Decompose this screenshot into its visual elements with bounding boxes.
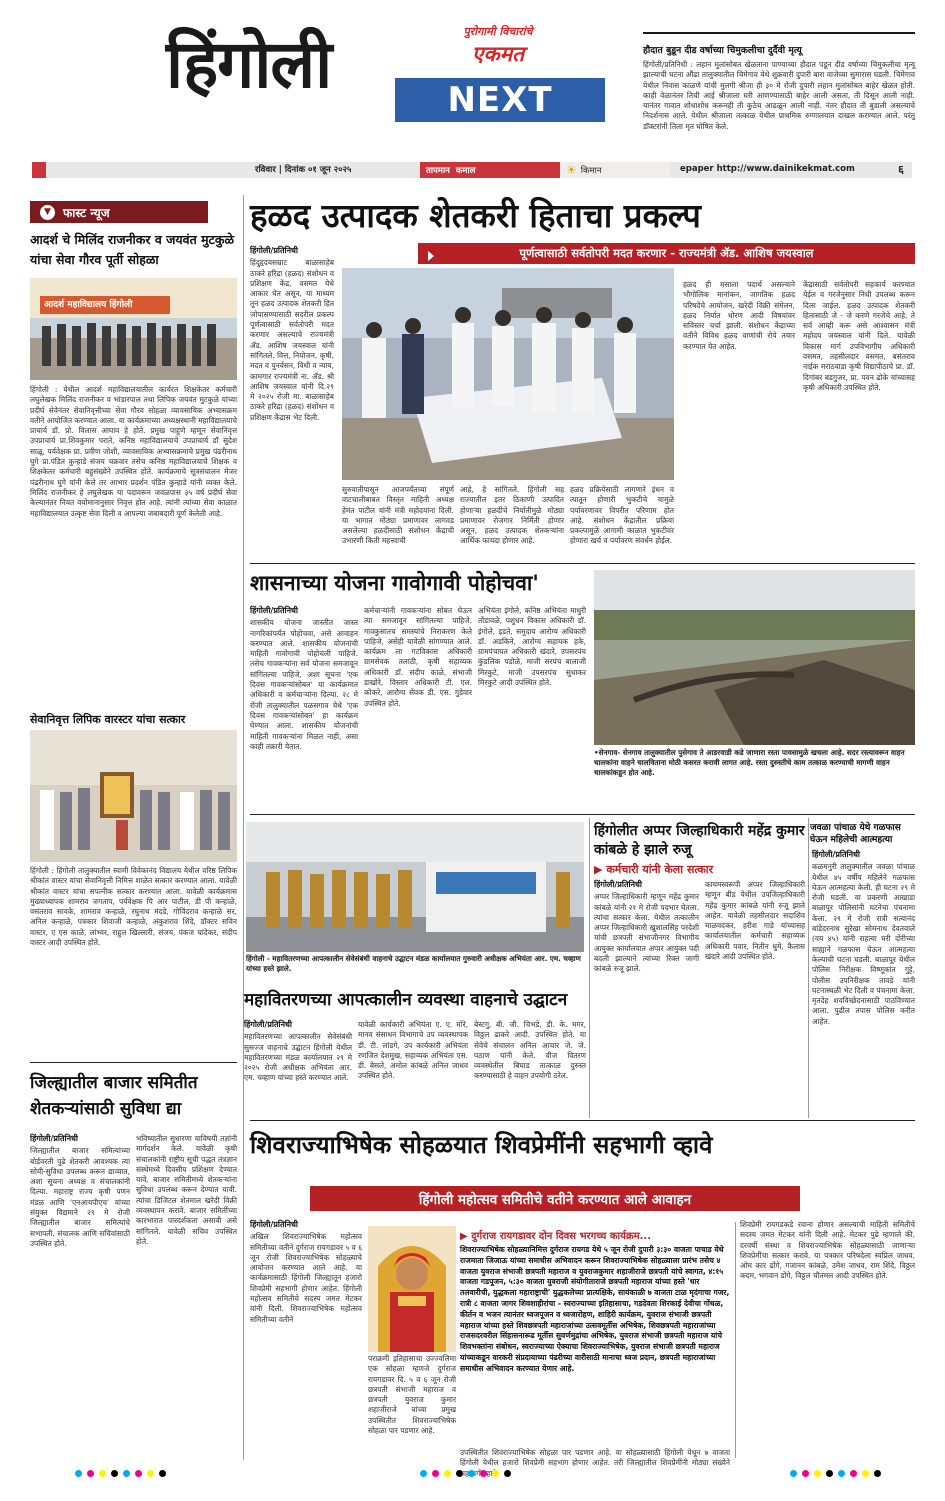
color-registration-left [75, 1470, 166, 1477]
kamble-headline: हिंगोलीत अप्पर जिल्हाधिकारी महेंद्र कुमार कांबळे हे झाले रुजू [594, 823, 805, 858]
bazar-byline: हिंगोली/प्रतिनिधी [30, 1134, 79, 1143]
cyan-dot [790, 1470, 797, 1477]
page-number: ६ [898, 163, 904, 176]
divider [643, 32, 915, 34]
shiv-subheadline: हिंगोली महोत्सव समितीचे वतीने करण्यात आले आवाहन [310, 1186, 800, 1211]
zp-headline: जवळा पांचाळ येथे गळफास घेऊन महिलेची आत्महत्या [810, 823, 901, 845]
shiv-col4: शिवप्रेमी रायगडकडे रवाना होणार असल्याची माहिती समितीचे सदस्य जमत मेटकर यांनी दिली आहे. मेटकर पुढे म्हणाले की, दरवर्षी संस्था व शिवराज्याभिषेक सोहळ्यासाठी जाणाऱ्या शिवप्रेमींचा सत्कार करावे. या पत्रकार परिषदेला स्वप्निल जाधव, ओम कार ढोंगे, गजानन कांबळे, उमेश जाधव, राम शिंदे, विठ्ठल कदम, भगवान डोंगे, विठ्ठल चौतमल आदी उपस्थित होते. [740, 1220, 915, 1281]
kamble-subheadline [594, 862, 809, 877]
main-col3: आहे, हे सांगितले. हिंगोली सह राज्यातील इतर ठिकाणी उत्पादित होणाऱ्या हळदीचे निर्यातीमुळे मोठ्या प्रमाणावर रोजगार निर्मिती होणार असून, हळद उत्पादक शेतकऱ्यांना आर्थिक फायदा होणार आहे. [460, 485, 564, 546]
mahavitaran-col1-text: महावितरणच्या आपत्कालीन सेवेसंबंधी सुसज्ज वाहनाचे उद्घाटन हिंगोली येथील महावितरणच्या मंडळ कार्यालयात २९ मे २०२५ रोजी अधीक्षक अभियंता आर. एम. चव्हाण यांच्या हस्ते करण्यात आले. [244, 1032, 352, 1083]
divider [250, 814, 915, 815]
durgaraj-box: शिवराज्याभिषेक सोहळ्यानिमित्त दुर्गराज रायगड येथे ५ जून रोजी दुपारी ३:३० वाजता पाचाड येथे राजमाता जिजाऊ यांच्या समाधीस अभिवादन करून शिवराज्याभिषेक सोहळ्याला प्रारंभ तसेच ४ वाजता युवराज संभाजी छत्रपती महाराज व युवराजकुमार शहाजीराजे छत्रपती यांचे स्वागत, ४:१५ वाजता गडपूजन, ५:३० वाजता युवराजी संयोगीताराजे छत्रपती महाराज यांच्या हस्ते 'धार तलवारीची, युद्धकला महाराष्ट्राची' युद्धकलेच्या प्रात्यक्षिके, सायंकाळी ७ वाजता टाळ मृदंगाचा गजर, रात्री ८ वाजता जागर शिवशाहीरांचा - स्वराज्याच्या इतिहासाचा, गडदेवता शिरकाई देवीचा गोंधळ, कीर्तन व भजन त्यानंतर ध्वजपूजन व ध्वजारोहण, शाहिरी कार्यक्रम, युवराज संभाजी छत्रपती महाराज यांच्या हस्ते शिवछत्रपती महाराजांच्या उत्सवमूर्तीस अभिषेक, शिवछत्रपती महाराजांच्या राजसदरवरील सिंहासनारूढ मूर्तीस सुवर्णमुद्रांचा अभिषेक, युवराज संभाजी छत्रपती महाराज यांचे शिवभक्तांना संबोधन, स्वराज्याच्या ऐक्याचा शिवराज्याभिषेक, युवराज संभाजी छत्रपती महाराज यांच्याकडून वारकरी संप्रदायाच्या पंढरीच्या वारीसाठी मानाचा ध्वज प्रदान, छत्रपती महाराजांच्या समाधीस अभिवादन करण्यात येणार आहे. [460, 1245, 730, 1373]
brand-next-logo: NEXT [395, 78, 605, 122]
yellow-dot [814, 1470, 821, 1477]
durgaraj-headline-text: दुर्गराज रायगडावर दोन दिवस भरगच्च कार्यक्रम... [471, 1231, 652, 1242]
main-subheadline: पूर्णत्वासाठी सर्वतोपरी मदत करणार - राज्यमंत्री ॲड. आशिष जयस्वाल [418, 243, 915, 264]
mahavitaran-headline: महावितरणच्या आपत्कालीन व्यवस्था वाहनाचे उद्घाटन [244, 990, 568, 1010]
black-dot [874, 1470, 881, 1477]
main-col6: केंद्रासाठी सर्वतोपरी सहकार्य करण्यात येईल व गरजेनुसार निधी उपलब्ध करून दिला जाईल. हळद उत्पादक शेतकरी हितासाठी जे - जे करणे गरजेचे आहे, ते सर्व आम्ही करू असे आश्वासन मंत्री महोदय जयस्वाल यांनी दिले. यावेळी विकास मार्ग उपविभागीय अधिकारी वसमत, तहसीलदार वसमत, बसंतराव नाईक मराठवाडा कृषी विद्यापीठाचे प्रा. डॉ. दिगांबर बडगुजर, प्रा. पवन ढोके यांच्यासह कृषी अधिकारी उपस्थित होते. [803, 280, 915, 392]
yojana-col1-text: शासकीय योजना जास्तीत जास्त नागरिकांपर्यंत पोहोचवा, असे आवाहन करण्यात आले. शासकीय योजनांची माहिती गावोगावी पोहोचली पाहिजे. तसेच गावकऱ्यांना सर्व योजना समजावून सांगितल्या पाहिजे, अशा सूचना 'एक दिवस गावकऱ्यांसोबत' या कार्यक्रमात अधिकारी व कर्मचाऱ्यांना दिल्या. २८ मे रोजी तालुक्यातील पळसगाव येथे 'एक दिवस गावकऱ्यांसोबत' हा कार्यक्रम घेण्यात आला. शासकीय योजनांची माहिती गावकऱ्यांना मिळत नाही, असा काही तक्रारी येतात. [250, 618, 358, 751]
arrow-icon [428, 251, 434, 261]
yojana-byline: हिंगोली/प्रतिनिधी [250, 606, 299, 615]
divider [30, 1062, 237, 1063]
yojana-col1 [250, 606, 358, 811]
mahavitaran-col1 [244, 1020, 352, 1115]
epaper-url[interactable]: epaper http://www.dainikekmat.com [680, 164, 855, 174]
divider [589, 818, 590, 1118]
zp-body [812, 850, 915, 1115]
kamble-col1 [594, 880, 699, 1115]
max-label: कमाल [455, 165, 476, 176]
date-line: रविवार | दिनांक ०१ जून २०२५ [255, 165, 352, 175]
main-col5: हळद ही मसाला पदार्थ असल्याने भौगोलिक मानांकन, जागतिक हळद परिषदेचे आयोजन, खरेदी विक्री संमेलन, हळद निर्यात धोरण आदी विषयांवर सविस्तर चर्चा झाली. संशोधन केंद्राच्या वतीने विविध हळद वाणांची रोपे तयार करण्यात येत आहेत. [683, 280, 795, 351]
yellow-dot [444, 1470, 451, 1477]
black-dot [826, 1470, 833, 1477]
top-right-body: हिंगोली/प्रतिनिधी : लहान मुलांसोबत खेळताना पाण्याच्या हौदात पडून दीड वर्षाच्या चिमुकलीचा मृत्यू झाल्याची घटना औंढा तालुक्यातील चिमेगाव येथे शुक्रवारी दुपारी बारा वाजेच्या सुमारास घडली. चिमेगाव येथील निवास काळणे यांची मुलगी श्रीजा ही ३० मे रोजी दुपारी लहान मुलांसोबत बाहेर खेळत होती. काही वेळानंतर तिची आई श्रीजाला घरी आणण्यासाठी बाहेर आली असता, ती दिसून आली नाही. यानंतर गावात शोधाशोध करूनही ती कुठेच आढळून आली नाही. नंतर हौदात ती बुडाली असल्याचे निदर्शनास आले. येथील श्रीजाला तत्काळ येथील प्राथमिक रुग्णालयात दाखल करण्यात आले. परंतु डॉक्टरांनी तिला मृत घोषित केले. [643, 60, 915, 131]
mahavitaran-col2: यावेळी कार्यकारी अभियंता ए. ए. मोरे, मानव संसाधन विभागाचे उप व्यवस्थापक डी. टी. लांडगे, उप कार्यकारी अभियंता रणजित देशमुख, सहाय्यक अभियंता एस. डी. बेसले, अमोल कांबळे अनिल जाधव उपस्थित होते. [358, 1020, 468, 1081]
black-dot [504, 1470, 511, 1477]
magenta-dot [135, 1470, 142, 1477]
mahavitaran-byline: हिंगोली/प्रतिनिधी [244, 1020, 293, 1029]
shiv-byline: हिंगोली/प्रतिनिधी [250, 1220, 299, 1229]
yojana-col2: कर्मचाऱ्यांनी गावकऱ्यांना सोबत घेऊन त्या समजावून सांगितल्या पाहिजे. गावकुसातच समस्यांचे निराकरण केले पाहिजे, असेही यावेळी सांगण्यात आले. कार्यक्रम ला गटविकास अधिकारी ग्रामसेवक तलाठी, कृषी सहाय्यक अधिकारी डॉ. संदीप काळे, संभाजी डाखोरे, विस्तार अधिकारी टी. एल. कोकरे, आरोग्य सेवक डी. एस. गुडेवार उपस्थित होते. [364, 606, 472, 708]
yellow-dot [492, 1470, 499, 1477]
road-photo [594, 570, 915, 745]
main-col4: हळद प्रक्रियेसाठी लागणारे इंधन व त्यातून होणारी भुकटीचे यामुळे पर्यावरणावर विपरीत परिणाम होत आहे. संशोधन केंद्रातील प्रक्रिया प्रकल्पामुळे आगामी काळात भुकटीवर होणारा खर्च व पर्यावरण संवर्धन होईल. [570, 485, 674, 546]
magenta-dot [87, 1470, 94, 1477]
cyan-dot [75, 1470, 82, 1477]
yojana-col3: अभियंता इंगोले, कनिष्ठ अभियंता माधुरी तोंडावळे, पशुधन विकास अधिकारी डॉ. इंगोले, इडते, समुदाय आरोग्य अधिकारी डॉ. अडकिने, आरोग्य सहायक हके, ग्रामपंचायत अधिकारी खंदारे, उपसरपंच कुंडलिक पडोळे, माजी सरपंच बालाजी मिरकुटे, माजी उपसरपंच सुधाकर मिरकुटे आदी उपस्थित होते. [478, 606, 586, 688]
divider [735, 1222, 736, 1458]
mahavitaran-col3: बेस्टगु, बी. जी. चिभडे, डी. के. मगर, विठ्ठल ढाकरे आदी. उपस्थित होते. या सेवेचे संचालन अनिल आचार जे. जे. पठाण यांनी केले. वीज वितरण व्यवस्थेतील बिघाड तात्काळ दुरुस्त करण्यासाठी हे वाहन उपयोगी ठरेल. [474, 1020, 586, 1081]
kamble-subheadline-text: कर्मचारी यांनी केला सत्कार [606, 863, 714, 876]
sun-icon: ☀ [566, 163, 577, 177]
cyan-dot [838, 1470, 845, 1477]
main-photo [342, 268, 674, 480]
top-right-headline: हौदात बुडून दीड वर्षाच्या चिमुकलीचा दुर्दैवी मृत्यू [643, 45, 802, 56]
main-col1 [250, 246, 334, 480]
min-temp-box [560, 162, 670, 178]
divider [808, 818, 809, 1118]
strip-accent [32, 162, 46, 178]
kamble-col2: कायमस्वरूपी अप्पर जिल्हाधिकारी म्हणून बीड येथील उपजिल्हाधिकारी महेंद्र कुमार कांबळे यांनी रुजू झाले आहेत. यावेळी तहसीलदार सदाशिव माळवदकर, हरीश गाडे यांच्यासह कार्यालयातील कर्मचारी सहाय्यक अधिकारी पवार, नितीन धुमे, कैलास खंदारे आदी उपस्थित होते. [705, 880, 805, 962]
magenta-dot [802, 1470, 809, 1477]
magenta-dot [850, 1470, 857, 1477]
magenta-dot [480, 1470, 487, 1477]
shiv-col2: पराक्रमी इतिहासाचा उज्ज्वलिमा एक सोहळा म्हणजे दुर्गराज रायगडावर दि. ५ व ६ जून रोजी छत्रपती संभाजी महाराज व छत्रपती युवराज कुमार शहाजीराजे यांच्या प्रमुख उपस्थितीत शिवराज्याभिषेक सोहळा पार पडणार आहे. [368, 1354, 456, 1436]
kamble-byline: हिंगोली/प्रतिनिधी [594, 880, 643, 889]
shiv-col3: उपस्थितीत शिवराज्याभिषेक सोहळा पार पडणार आहे. या सोहळ्यासाठी हिंगोली येथून ७ वाजता हिंगोली येथील हजारो शिवप्रेमी सहभाग होणार आहेत. तरी जिल्ह्यातील शिवप्रेमींनी मोठ्या संख्येने [460, 1448, 730, 1468]
cyan-dot [420, 1470, 427, 1477]
yellow-dot [99, 1470, 106, 1477]
zp-byline: हिंगोली/प्रतिनिधी [812, 850, 861, 859]
arrow-icon: ▶ [594, 863, 603, 876]
yojana-headline: शासनाच्या योजना गावोगावी पोहोचवा' [250, 571, 539, 595]
photo-sign: आदर्श महाविद्यालय हिंगोली [44, 300, 133, 310]
black-dot [456, 1470, 463, 1477]
story2-photo [30, 730, 237, 862]
main-byline: हिंगोली/प्रतिनिधी [250, 246, 299, 255]
fast-news-label: फास्ट न्यूज [63, 205, 110, 220]
divider [250, 1120, 915, 1121]
shiv-col1-text: अखिल शिवराज्याभिषेक महोत्सव समितीच्या वतीने दुर्गराज रायगडावर ५ व ६ जून रोजी शिवराज्याभिषेक सोहळ्याचे आयोजन करण्यात आले आहे. या कार्यक्रमासाठी हिंगोली जिल्ह्यातून हजारो शिवप्रेमी सहभागी होणार आहेत. हिंगोली महोत्सव समितीचे सदस्य जमत मेटकर यांनी दिली. शिवराज्याभिषेक महोत्सव समितीच्या वतीने [250, 1232, 362, 1324]
story2-headline: सेवानिवृत्त लिपिक वारस्टर यांचा सत्कार [30, 713, 186, 726]
mahavitaran-photo [246, 822, 584, 952]
arrow-icon: ▶ [460, 1231, 468, 1242]
color-registration-right [790, 1470, 881, 1477]
story1-photo [30, 278, 237, 380]
chevron-down-icon: ▼ [40, 205, 55, 220]
brand-name: एकमत [471, 42, 525, 66]
black-dot [111, 1470, 118, 1477]
color-registration-center [420, 1470, 511, 1477]
shivaji-portrait [368, 1226, 456, 1352]
bazar-col2: भविष्यातील सुधारणा याविषयी तज्ञांनी मार्गदर्शन केले. यावेळी कृषी संचालकांनी राष्ट्रीय सूची पद्धत तंत्रज्ञान संस्थेमध्ये दिवसीय प्रशिक्षण देण्यात यावे, बाजार समितीमध्ये शेतकऱ्यांना सुविधा उपलब्ध करून देण्यात यावी. त्यांचा डिजिटल शेतमाल खरेदी विक्री व्यवस्थापन करावे. बाजार समितींच्या कारभारात पारदर्शकता असावी असे सांगितले. यावेळी सचिव उपस्थित होते. [136, 1134, 237, 1246]
shiv-headline: शिवराज्याभिषेक सोहळयात शिवप्रेमींनी सहभागी व्हावे [250, 1131, 713, 1159]
min-label: किमान [580, 165, 602, 176]
main-col2: सुरुवातीपासून आजपर्यंतच्या संपूर्ण वाटचालीबाबत विस्तृत माहिती अध्यक्ष हेमंत पाटील यांनी मंत्री महोदयांना दिली. या भागात मोठ्या प्रमाणावर लागवड असलेल्या हळदीसाठी संशोधन केंद्राची उभारणी किती महत्त्वाची [342, 485, 454, 546]
main-headline: हळद उत्पादक शेतकरी हिताचा प्रकल्प [250, 196, 701, 235]
temperature-label: तापमान [426, 165, 450, 176]
story2-body: हिंगोली : हिंगोली तालुक्यातील स्वामी विवेकानंद विद्यालय येथील वरिष्ठ लिपिक श्रीकांत वास्टर यांचा सेवानिवृत्ती निमित्त शाळेत सत्कार करण्यात आला. यावेळी श्रीकांत वास्टर यांचा सपत्नीक सत्कार करण्यात आला. यावेळी कार्यक्रमास मुख्याध्यापक शामराव जगताप, पर्यवेक्षक पि आर पाटील, डी पी कन्हाळे, वसंतराव सावके, शामराव कन्हाळे, रघुनाथ मंदडे, गोविंदराव कन्हाळे सर, अनिल कन्हाळे, पत्रकार शिवाजी कन्हाळे, अंकुशराव शिंदे, डॉक्टर सविन वास्टर, ए एस काळे, लांभ्यर, राहुल खिल्लारी, संजय, पंकज चांदेकर, संदीप वास्टर आदी उपस्थित होते. [30, 866, 237, 948]
yellow-dot [862, 1470, 869, 1477]
zp-body-text: कळमनुरी तालुक्यातील जवळा पांचाळ येथील ४५ वर्षीय महिलेने गळफास घेऊन आत्महत्या केली. ही घटना २९ मे रोजी घडली. या प्रकरणी आखाडा बाळापूर पोलिसांनी घटनेचा पंचनामा केला. २९ मे रोजी रात्री सत्यानंद बांडेदरनाथ सुरेखा सोमनाथ देवतवाले (वय ४५) यांनी राहत्या घरी दोरीच्या साह्याने गळफास घेऊन आत्महत्या केल्याची घटना घडली. बाळापूर येथील पोलिस निरीक्षक विष्णूकांत गुट्टे, पोलीस उपनिरीक्षक तावडे यांनी घटनास्थळी भेट दिली व पंचनामा केला. मृतदेह शवविच्छेदनासाठी पाठविण्यात आला. पुढील तपास पोलिस करीत आहेत. [812, 862, 915, 1026]
main-col1-text: हिंदुहृदयसम्राट बाळासाहेब ठाकरे हरिद्रा (हळद) संशोधन व प्रशिक्षण केंद्र, वसमत येथे आकार घेत असून, या माध्यम तून हळद उत्पादक शेतकरी हित जोपासण्यासाठी सदरील प्रकल्प पूर्णत्वासाठी सर्वतोपरी मदत करणार असल्याचे राज्यमंत्री ॲड. आशिष जयस्वाल यांनी सांगितले. वित्त, नियोजन, कृषी, मदत व पुनर्वसन, विधी व न्याय, कामगार राज्यमंत्री ना. ॲड. श्री आशिष जयस्वाल यांनी दि.२९ मे २०२५ रोजी मा. बाळासाहेब ठाकरे हरिद्रा (हळद) संशोधन व प्रशिक्षण केंद्रास भेट दिली. [250, 258, 334, 422]
road-photo-caption: •सेनगाव- सेनगाव तालुक्यातील पुसेगाव ते आडरवाडी कडे जाणारा रस्ता पावसामुळे खचला आहे. सदर रस्त्यावरून वाहन चालकांना वाहने चालविताना मोठी कसरत करावी लागत आहे. रस्ता दुरुस्तीचे काम तत्काळ करण्याची मागणी वाहन चालकांकडून होत आहे. [594, 748, 905, 777]
masthead-title: हिंगोली [166, 26, 332, 103]
black-dot [159, 1470, 166, 1477]
brand-tagline: पुरोगामी विचारांचे [463, 25, 533, 38]
bazar-headline: जिल्ह्यातील बाजार समितीत शेतकऱ्यांसाठी सुविधा द्या [30, 1073, 198, 1119]
shiv-col1 [250, 1220, 362, 1456]
mahavitaran-caption: हिंगोली - महावितरणच्या आपत्कालीन सेवेसंबंधी वाहनाचे उद्घाटन मंडळ कार्यालयात गुरुवारी अधीक्षक अभियंता आर. एम. चव्हाण यांच्या हस्ते झाले. [246, 954, 581, 973]
magenta-dot [432, 1470, 439, 1477]
kamble-col1-text: अप्पर जिल्हाधिकारी म्हणून महेंद्र कुमार कांबळे यांनी २१ मे रोजी पदभार घेतला. त्यांचा सत्कार केला. येथील तत्कालीन अप्पर जिल्हाधिकारी खुशालसिंह परदेशी यांची छत्रपती संभाजीनगर विभागीय आयुक्त कार्यालयात अप्पर आयुक्त पदी बदली झाल्याने त्यांच्या रिक्त जागी कांबळे रुजू झाले. [594, 892, 699, 974]
story1-headline: आदर्श चे मिलिंद राजनीकर व जयवंत मुटकुळे यांचा सेवा गौरव पूर्ती सोहळा [30, 232, 234, 267]
divider [243, 195, 244, 1460]
bazar-col1 [30, 1134, 130, 1456]
divider [250, 563, 915, 564]
yellow-dot [147, 1470, 154, 1477]
temperature-box [420, 162, 560, 178]
durgaraj-headline [460, 1228, 730, 1242]
story1-body: हिंगोली : येथील आदर्श महाविद्यालयातील कार्यरत शिक्षकेतर कर्मचारी लघुलेखक मिलिंद राजनीकर व भांडारपाल तथा लिपिक जयवंत मुटकुळे यांच्या प्रदीर्घ सेवेनंतर सेवानिवृत्तीच्या सेवा गौरव सोहळा व्यावसायिक अभ्यासक्रम वतीने आयोजित करण्यात आला. या कार्यक्रमाच्या अध्यक्षस्थानी महाविद्यालयाचे प्राचार्य डॉ. प्रो. विलास आघाव हे होते. प्रमुख पाहुणे म्हणून सेवानिवृत्त उपप्राचार्य प्रा.शिवकुमार पराते, कनिष्ठ महाविद्यालयाचे उपप्राचार्य डॉ सुदेश साळू, पर्यवेक्षक प्रा. प्रवीण जोशी, व्यावसायिक अभ्यासक्रमाचे प्रमुख पंढरीनाथ घुगे प्रा.पंडित कुन्हाडे संजय चक्रवार तसेच कनिष्ठ महाविद्यालयाचे शिक्षक व शिक्षकेतर कर्मचारी बहुसंख्येने उपस्थित होते. कार्यक्रमाचे सूत्रसंचालन मेजर पंढरीनाथ घुगे यांनी केले तर आभार प्रदर्शन पंडित कुन्हाडे यांनी व्यक्त केले. मिलिंद राजनीकर हे लघुलेखक या पदावरून जवळपास ३५ वर्ष प्रदीर्घ सेवा केल्यानंतर नियत वयोमानानुसार निवृत्त होत आहे. त्यांनी त्यांच्या सेवा काळात महाविद्यालयात उत्कृष्ट सेवा दिली व आपल्या जबाबदारी पूर्ण केलेली आहे. [30, 385, 237, 518]
bazar-col1-text: जिल्ह्यातील बाजार समित्यांच्या बोर्डवरती पुढे शेतकरी आवश्यक त्या सोयी-सुविधा उपलब्ध करून द्याव्यात, अशा सूचना अध्यक्ष व संचालकांनी दिल्या. महाराष्ट्र राज्य कृषी पणन मंडळ आणि 'एनआयपीएच' यांच्या संयुक्त विद्यमाने २९ मे रोजी जिल्ह्यातील बाजार समित्यांचे सभापती, संचालक आणि सचिवांसाठी उपस्थित होते. [30, 1146, 130, 1248]
fast-news-header [30, 201, 208, 223]
cyan-dot [123, 1470, 130, 1477]
cyan-dot [468, 1470, 475, 1477]
